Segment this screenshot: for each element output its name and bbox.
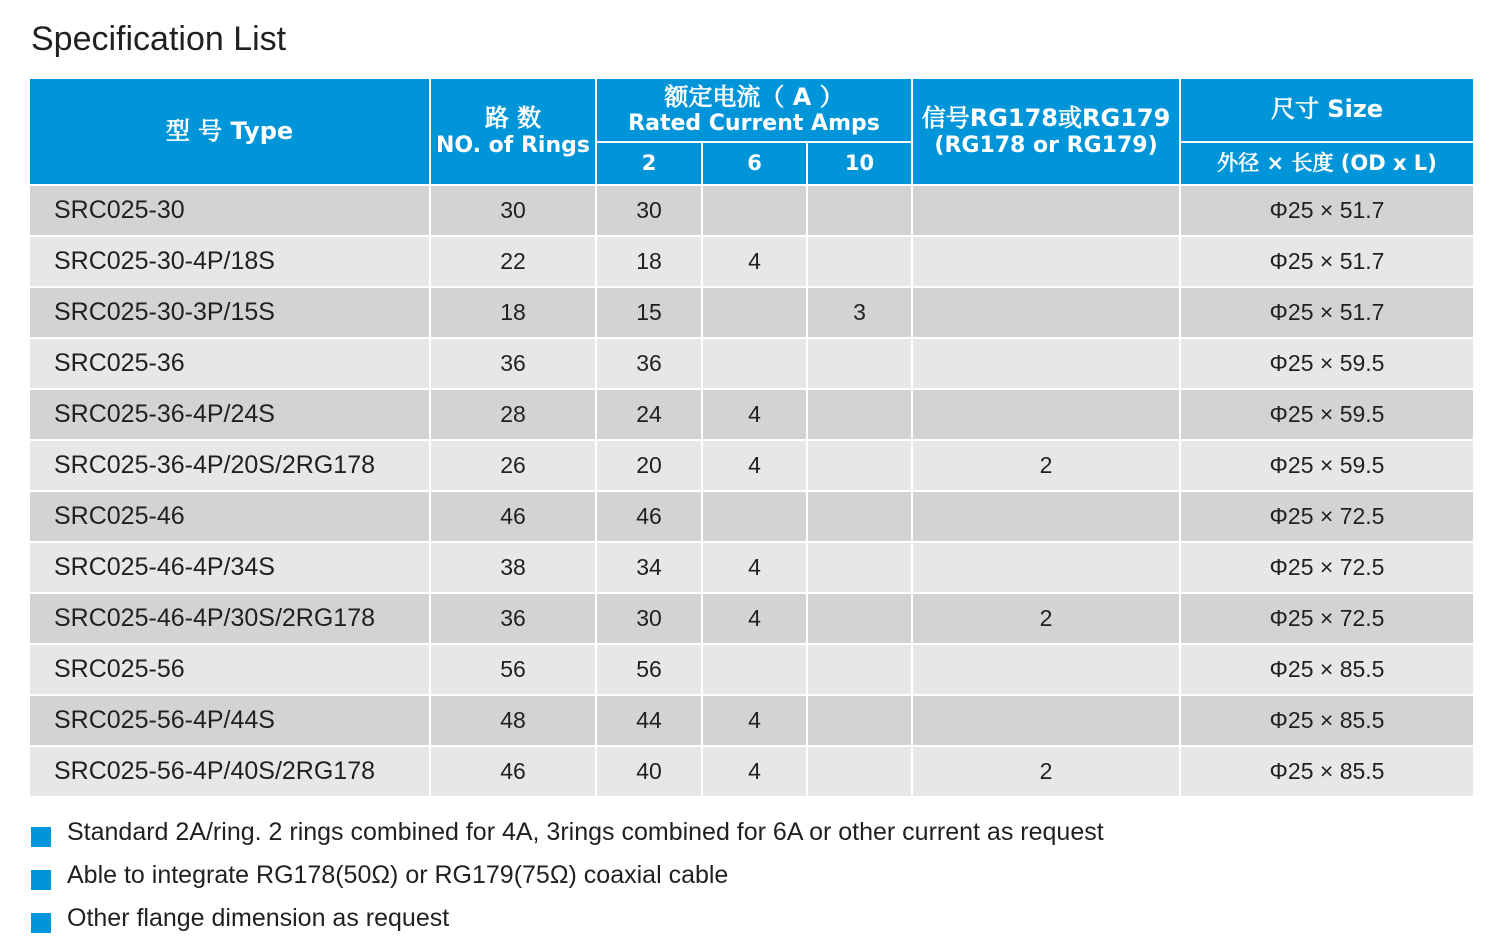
- table-row: [30, 746, 1473, 797]
- header-size: 尺寸 Size: [1180, 79, 1473, 142]
- bullet-square-icon: [31, 827, 51, 847]
- cell-current-6a: 4: [702, 236, 807, 287]
- cell-rings: 18: [430, 287, 596, 338]
- cell-model: SRC025-56-4P/44S: [30, 695, 430, 746]
- cell-rings: 36: [430, 593, 596, 644]
- bullet-square-icon: [31, 913, 51, 933]
- header-current-10: 10: [807, 142, 912, 185]
- cell-current-6a: 4: [702, 593, 807, 644]
- cell-size: Φ25 × 59.5: [1180, 440, 1473, 491]
- cell-size: Φ25 × 51.7: [1180, 287, 1473, 338]
- table-row: [30, 338, 1473, 389]
- cell-current-10a: [807, 491, 912, 542]
- cell-size: Φ25 × 85.5: [1180, 695, 1473, 746]
- cell-rings: 56: [430, 644, 596, 695]
- cell-current-10a: [807, 185, 912, 236]
- cell-current-10a: [807, 236, 912, 287]
- cell-model: SRC025-46-4P/34S: [30, 542, 430, 593]
- cell-current-2a: 44: [596, 695, 702, 746]
- cell-signal: 2: [912, 746, 1180, 797]
- table-row: [30, 695, 1473, 746]
- table-row: [30, 542, 1473, 593]
- table-row: [30, 644, 1473, 695]
- cell-current-10a: 3: [807, 287, 912, 338]
- cell-model: SRC025-36-4P/24S: [30, 389, 430, 440]
- cell-signal: [912, 695, 1180, 746]
- cell-current-6a: 4: [702, 542, 807, 593]
- cell-model: SRC025-30-4P/18S: [30, 236, 430, 287]
- cell-rings: 36: [430, 338, 596, 389]
- header-current-6: 6: [702, 142, 807, 185]
- cell-signal: [912, 644, 1180, 695]
- cell-signal: [912, 287, 1180, 338]
- cell-current-10a: [807, 542, 912, 593]
- cell-model: SRC025-46: [30, 491, 430, 542]
- cell-model: SRC025-30-3P/15S: [30, 287, 430, 338]
- cell-current-6a: 4: [702, 389, 807, 440]
- cell-model: SRC025-46-4P/30S/2RG178: [30, 593, 430, 644]
- cell-current-6a: 4: [702, 440, 807, 491]
- cell-current-6a: [702, 338, 807, 389]
- cell-current-10a: [807, 338, 912, 389]
- table-header: [30, 79, 1473, 185]
- header-current-2: 2: [596, 142, 702, 185]
- header-type: 型 号 Type: [30, 79, 430, 185]
- cell-size: Φ25 × 72.5: [1180, 593, 1473, 644]
- cell-current-10a: [807, 746, 912, 797]
- cell-model: SRC025-36-4P/20S/2RG178: [30, 440, 430, 491]
- cell-current-6a: [702, 644, 807, 695]
- cell-model: SRC025-30: [30, 185, 430, 236]
- cell-current-10a: [807, 593, 912, 644]
- cell-rings: 30: [430, 185, 596, 236]
- table-row: [30, 440, 1473, 491]
- cell-signal: [912, 389, 1180, 440]
- cell-size: Φ25 × 59.5: [1180, 389, 1473, 440]
- cell-current-10a: [807, 440, 912, 491]
- cell-current-2a: 15: [596, 287, 702, 338]
- table-row: [30, 185, 1473, 236]
- table-row: [30, 491, 1473, 542]
- bullet-square-icon: [31, 870, 51, 890]
- cell-size: Φ25 × 72.5: [1180, 491, 1473, 542]
- cell-signal: [912, 491, 1180, 542]
- cell-current-2a: 24: [596, 389, 702, 440]
- table-body: [30, 185, 1473, 797]
- cell-current-6a: [702, 287, 807, 338]
- cell-current-2a: 40: [596, 746, 702, 797]
- note-text: Other flange dimension as request: [67, 904, 450, 932]
- note-text: Able to integrate RG178(50Ω) or RG179(75Ω) coaxial cable: [67, 861, 729, 889]
- cell-signal: [912, 236, 1180, 287]
- cell-size: Φ25 × 51.7: [1180, 185, 1473, 236]
- cell-current-6a: [702, 491, 807, 542]
- cell-rings: 46: [430, 746, 596, 797]
- cell-signal: [912, 338, 1180, 389]
- header-signal: 信号RG178或RG179 (RG178 or RG179): [912, 79, 1180, 185]
- cell-model: SRC025-36: [30, 338, 430, 389]
- cell-current-2a: 30: [596, 593, 702, 644]
- cell-size: Φ25 × 72.5: [1180, 542, 1473, 593]
- cell-rings: 38: [430, 542, 596, 593]
- cell-current-2a: 36: [596, 338, 702, 389]
- header-rings: 路 数 NO. of Rings: [430, 79, 596, 185]
- note-text: Standard 2A/ring. 2 rings combined for 4A, 3rings combined for 6A or other current as request: [67, 818, 1104, 846]
- cell-size: Φ25 × 85.5: [1180, 746, 1473, 797]
- spec-table: [30, 79, 1473, 798]
- cell-rings: 28: [430, 389, 596, 440]
- cell-signal: [912, 542, 1180, 593]
- header-current: 额定电流（ A ） Rated Current Amps: [596, 79, 912, 142]
- cell-current-6a: [702, 185, 807, 236]
- cell-rings: 46: [430, 491, 596, 542]
- cell-current-2a: 34: [596, 542, 702, 593]
- cell-signal: [912, 185, 1180, 236]
- cell-size: Φ25 × 51.7: [1180, 236, 1473, 287]
- cell-size: Φ25 × 59.5: [1180, 338, 1473, 389]
- cell-signal: 2: [912, 593, 1180, 644]
- cell-current-2a: 30: [596, 185, 702, 236]
- cell-rings: 26: [430, 440, 596, 491]
- cell-current-6a: 4: [702, 746, 807, 797]
- cell-signal: 2: [912, 440, 1180, 491]
- table-row: [30, 389, 1473, 440]
- cell-current-2a: 20: [596, 440, 702, 491]
- cell-current-10a: [807, 389, 912, 440]
- cell-current-2a: 56: [596, 644, 702, 695]
- table-row: [30, 287, 1473, 338]
- cell-current-10a: [807, 644, 912, 695]
- cell-rings: 48: [430, 695, 596, 746]
- cell-model: SRC025-56-4P/40S/2RG178: [30, 746, 430, 797]
- cell-model: SRC025-56: [30, 644, 430, 695]
- cell-current-2a: 46: [596, 491, 702, 542]
- cell-current-2a: 18: [596, 236, 702, 287]
- cell-current-10a: [807, 695, 912, 746]
- cell-size: Φ25 × 85.5: [1180, 644, 1473, 695]
- cell-current-6a: 4: [702, 695, 807, 746]
- header-size-sub: 外径 × 长度 (OD x L): [1180, 142, 1473, 185]
- cell-rings: 22: [430, 236, 596, 287]
- table-row: [30, 593, 1473, 644]
- table-row: [30, 236, 1473, 287]
- page-title: Specification List: [31, 20, 287, 58]
